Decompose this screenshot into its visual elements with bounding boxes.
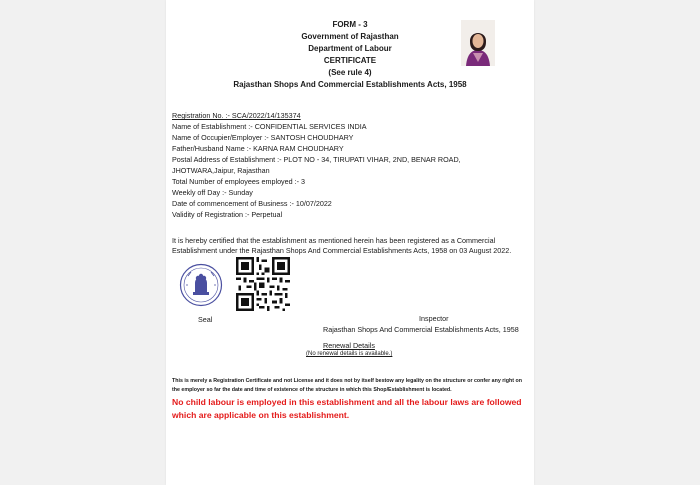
occupier-name: Name of Occupier/Employer :- SANTOSH CHOUDHARY <box>172 133 354 142</box>
father-husband-name: Father/Husband Name :- KARNA RAM CHOUDHARY <box>172 144 344 153</box>
certificate-title: CERTIFICATE <box>323 56 377 65</box>
weekly-off-day: Weekly off Day :- Sunday <box>172 188 253 197</box>
child-labour-notice: No child labour is employed in this establishment and all the labour laws are followed which are applicable on this establishment. <box>172 397 522 420</box>
government-title: Government of Rajasthan <box>301 32 399 41</box>
certificate-page <box>166 0 534 485</box>
government-seal-icon <box>179 263 223 307</box>
inspector-label: Inspector <box>419 314 449 323</box>
commencement-date: Date of commencement of Business :- 10/07/2022 <box>172 199 332 208</box>
department-title: Department of Labour <box>308 44 392 53</box>
registration-number: Registration No. :- SCA/2022/14/135374 <box>172 111 301 120</box>
establishment-name: Name of Establishment :- CONFIDENTIAL SERVICES INDIA <box>172 122 367 131</box>
renewal-details-note: (No renewal details is available.) <box>306 351 393 357</box>
form-number: FORM - 3 <box>332 20 368 29</box>
employee-count: Total Number of employees employed :- 3 <box>172 177 306 186</box>
postal-address-line2: JHOTWARA,Jaipur, Rajasthan <box>172 166 270 175</box>
registration-disclaimer: This is merely a Registration Certificate and not License and it does not by itself bestow any legality on the structure or confer any right on the employer so far the date and time of existence of the structure in which this Shop/Establishment is located. <box>172 378 522 393</box>
renewal-details-title: Renewal Details <box>323 341 375 350</box>
act-title: Rajasthan Shops And Commercial Establishments Acts, 1958 <box>233 80 467 89</box>
certification-statement: It is hereby certified that the establishment as mentioned herein has been registered as a Commercial Establishment under the Rajasthan Shops And Commercial Establishments Acts, 1958 on 03 August 2022. <box>172 236 512 255</box>
seal-label: Seal <box>198 315 213 324</box>
rule-reference: (See rule 4) <box>328 68 372 77</box>
registration-validity: Validity of Registration :- Perpetual <box>172 210 283 219</box>
qr-code <box>236 257 290 311</box>
postal-address-line1: Postal Address of Establishment :- PLOT NO - 34, TIRUPATI VIHAR, 2ND, BENAR ROAD, <box>172 155 461 164</box>
applicant-photo <box>461 20 495 66</box>
inspector-act: Rajasthan Shops And Commercial Establishments Acts, 1958 <box>323 325 519 334</box>
